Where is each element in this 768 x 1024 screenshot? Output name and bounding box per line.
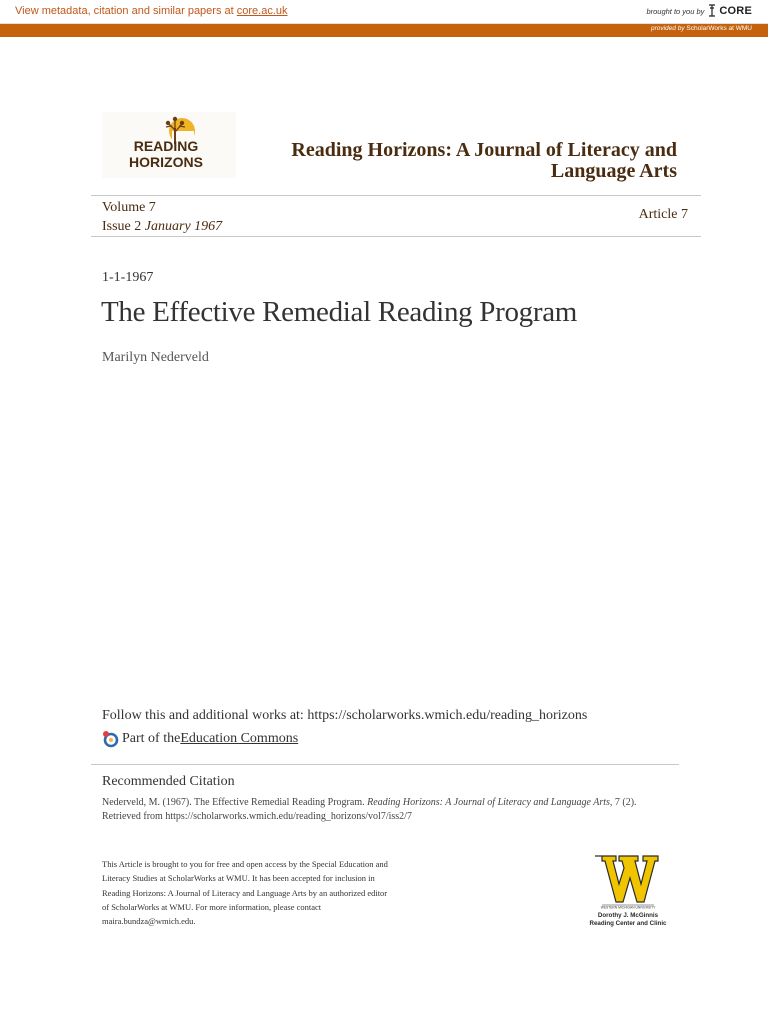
journal-title[interactable] — [237, 140, 677, 182]
core-label: CORE — [719, 5, 752, 17]
part-of — [102, 730, 298, 748]
tree-sun-icon — [102, 112, 236, 178]
notice-text: This Article is brought to you for free and open access by the Special Education and Literacy Studies at ScholarWorks at WMU. It has been accepted for inclusion in Reading Horizons: A Journal of Literacy and Language Arts by an authorized editor of ScholarWorks at WMU. For more information, please contact — [102, 859, 388, 912]
citation-url-link[interactable]: https://scholarworks.wmich.edu/reading_horizons/vol7/iss2/7 — [165, 811, 412, 822]
provided-by-bar — [0, 24, 768, 37]
core-icon — [707, 4, 717, 18]
provided-by-text[interactable] — [651, 25, 752, 32]
volume-issue — [102, 198, 222, 236]
contact-email-link[interactable]: maira.bundza@wmich.edu — [102, 916, 194, 927]
core-brand[interactable] — [646, 4, 752, 18]
issue-label: Issue 2 — [102, 219, 142, 234]
follow-url-link[interactable]: https://scholarworks.wmich.edu/reading_horizons — [307, 708, 588, 723]
citation-post: 7 (2). — [612, 797, 637, 808]
journal-title-line2: Language Arts — [550, 160, 677, 182]
provided-source: ScholarWorks at WMU — [686, 25, 752, 32]
citation-divider — [91, 764, 679, 765]
header-divider-bottom — [91, 236, 701, 237]
core-ac-uk-link[interactable]: core.ac.uk — [236, 5, 288, 17]
brought-to-you-label: brought to you by — [646, 6, 705, 16]
logo-line1: READING — [133, 138, 199, 154]
follow-label: Follow this and additional works at: — [102, 708, 308, 723]
citation-pre: Nederveld, M. (1967). The Effective Remedial Reading Program. — [102, 797, 368, 808]
journal-title-line1: Reading Horizons: A Journal of Literacy and — [291, 139, 677, 161]
wmu-w-icon — [588, 854, 668, 930]
provided-by-label: provided by — [650, 25, 685, 32]
header-divider-top — [91, 195, 701, 196]
wmu-center-line2: Reading Center and Clinic — [589, 920, 667, 927]
wmu-reading-center-logo — [588, 854, 668, 930]
network-commons-icon — [102, 730, 120, 748]
article-number: Article 7 — [638, 207, 688, 222]
education-commons-link[interactable]: Education Commons — [180, 731, 299, 746]
reading-horizons-logo — [102, 112, 236, 178]
paper-author: Marilyn Nederveld — [102, 350, 209, 365]
view-metadata-label: View metadata, citation and similar papers at — [15, 5, 237, 17]
logo-line2: HORIZONS — [129, 154, 203, 170]
paper-title: The Effective Remedial Reading Program — [101, 296, 578, 328]
issue-date: January 1967 — [144, 219, 223, 234]
notice-end: . — [193, 916, 196, 927]
citation-text — [102, 796, 672, 824]
wmu-university-name: WESTERN MICHIGAN UNIVERSITY — [600, 905, 656, 910]
publication-date: 1-1-1967 — [102, 270, 154, 285]
access-notice — [102, 857, 392, 928]
citation-journal: Reading Horizons: A Journal of Literacy and Language Arts, — [367, 797, 613, 808]
core-metadata-text — [15, 5, 288, 17]
follow-works — [102, 708, 587, 724]
citation-retrieved: Retrieved from — [102, 811, 166, 822]
volume-link[interactable]: Volume 7 — [102, 200, 156, 215]
recommended-citation-heading: Recommended Citation — [102, 774, 235, 789]
issue-link[interactable] — [102, 217, 222, 236]
core-banner — [0, 0, 768, 24]
part-of-label: Part of the — [122, 731, 181, 746]
wmu-center-line1: Dorothy J. McGinnis — [597, 912, 659, 919]
